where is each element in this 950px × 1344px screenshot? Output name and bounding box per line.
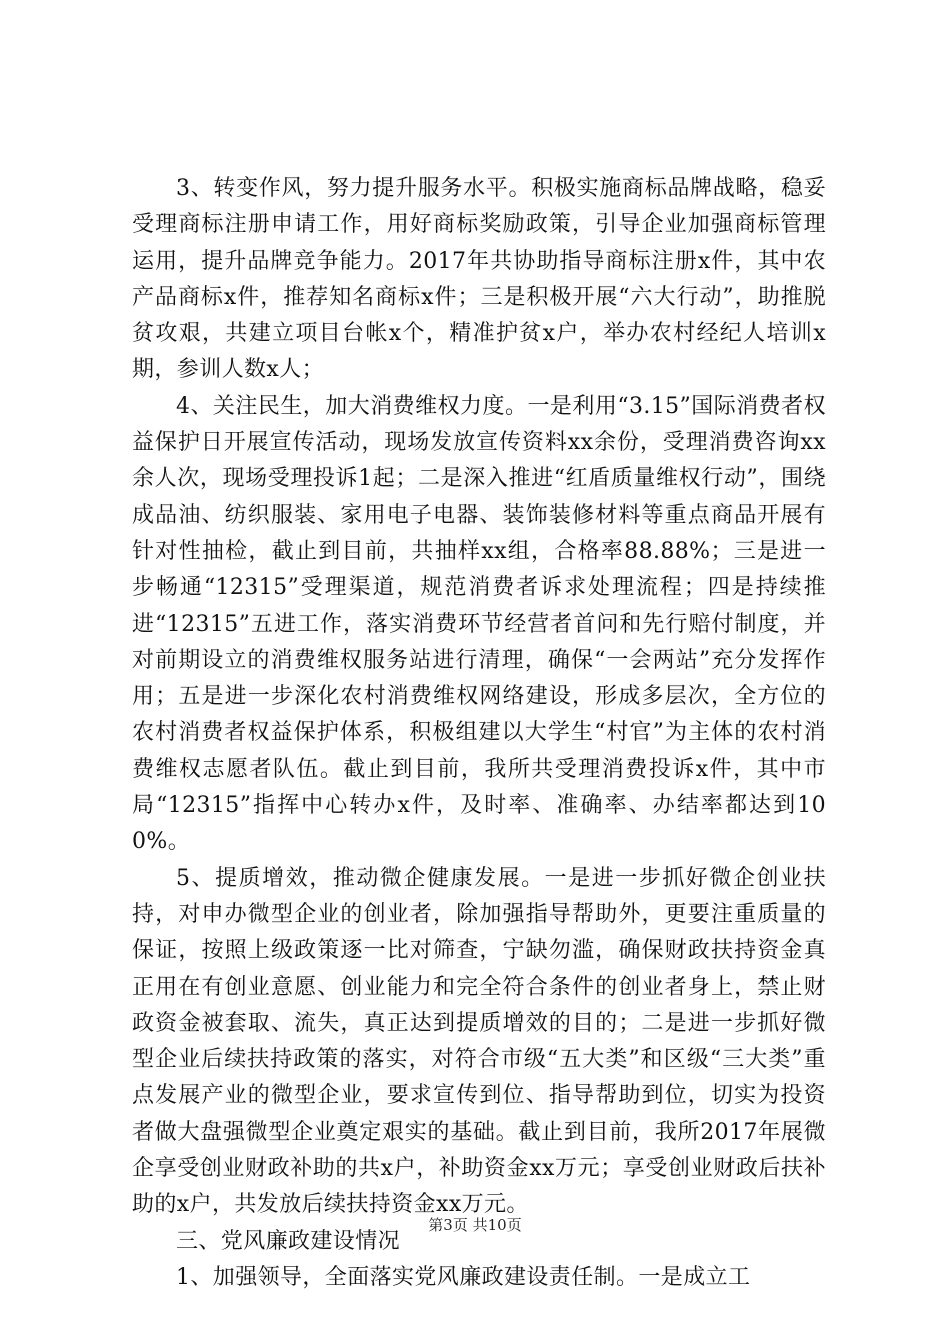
- paragraph-micro-enterprise: 5、提质增效，推动微企健康发展。一是进一步抓好微企创业扶持，对申办微型企业的创业者，除加强指导帮助外，更要注重质量的保证，按照上级政策逐一比对筛查，宁缺勿滥，确保财政扶持资金真正用在有创业意愿、创业能力和完全符合条件的创业者身上，禁止财政资金被套取、流失，真正达到提质增效的目的；二是进一步抓好微型企业后续扶持政策的落实，对符合市级“五大类”和区级“三大类”重点发展产业的微型企业，要求宣传到位、指导帮助到位，切实为投资者做大盘强微型企业奠定艰实的基础。截止到目前，我所2017年展微企享受创业财政补助的共x户，补助资金xx万元；享受创业财政后扶补助的x户，共发放后续扶持资金xx万元。: [132, 865, 826, 1218]
- page-number-footer: 第3页 共10页: [428, 1216, 522, 1234]
- paragraph-consumer-rights: 4、关注民生，加大消费维权力度。一是利用“3.15”国际消费者权益保护日开展宣传活动，现场发放宣传资料xx余份，受理消费咨询xx余人次，现场受理投诉1起；二是深入推进“红盾质量维权行动”，围绕成品油、纺织服装、家用电子电器、装饰装修材料等重点商品开展有针对性抽检，截止到目前，共抽样xx组，合格率88.88%；三是进一步畅通“12315”受理渠道，规范消费者诉求处理流程；四是持续推进“12315”五进工作，落实消费环节经营者首问和先行赔付制度，并对前期设立的消费维权服务站进行清理，确保“一会两站”充分发挥作用；五是进一步深化农村消费维权网络建设，形成多层次，全方位的农村消费者权益保护体系，积极组建以大学生“村官”为主体的农村消费维权志愿者队伍。截止到目前，我所共受理消费投诉x件，其中市局“12315”指挥中心转办x件，及时率、准确率、办结率都达到100%。: [132, 393, 826, 855]
- section-heading-party-integrity: 三、党风廉政建设情况: [176, 1228, 401, 1254]
- document-body: [132, 171, 826, 1296]
- paragraph-trademark-service: 3、转变作风，努力提升服务水平。积极实施商标品牌战略，稳妥受理商标注册申请工作，用好商标奖励政策，引导企业加强商标管理运用，提升品牌竞争能力。2017年共协助指导商标注册x件，其中农产品商标x件，推荐知名商标x件；三是积极开展“六大行动”，助推脱贫攻艰，共建立项目台帐x个，精准护贫x户，举办农村经纪人培训x期，参训人数x人；: [132, 176, 826, 383]
- paragraph-party-responsibility: 1、加强领导，全面落实党风廉政建设责任制。一是成立工: [176, 1264, 751, 1290]
